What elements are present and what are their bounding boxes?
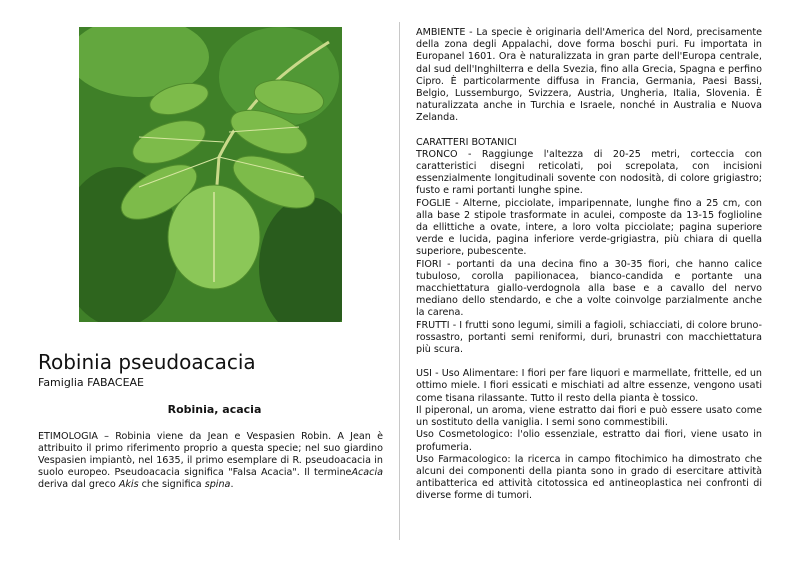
etimologia-paragraph: ETIMOLOGIA – Robinia viene da Jean e Vespasien Robin. A Jean è attribuito il primo riferimento proprio a questa specie; nel suo giardino Vespasien impiantò, nel 1635, il primo esemplare di R. pseudoacacia in suolo europeo. Pseudoacacia significa "Falsa Acacia". Il termineAcacia deriva dal greco Akis che significa spina. (38, 431, 383, 490)
family-name: Famiglia FABACEAE (38, 376, 144, 389)
fiori-paragraph: FIORI - portanti da una decina fino a 30-35 fiori, che hanno calice tubuloso, corolla papilionacea, bianco-candida e portante una macchiettatura giallo-verdognola alla base e a cavallo del nervo mediano dello stendardo, e che a volte coinvolge parzialmente anche la carena. (416, 258, 762, 319)
ambiente-paragraph: AMBIENTE - La specie è originaria dell'America del Nord, precisamente della zona degli Appalachi, dove forma boschi puri. Fu importata in Europanel 1601. Ora è naturalizzata in gran parte dell'Europa centrale, dal sud dell'Inghilterra e della Svezia, fino alla Grecia, Spagna e perfino Cipro. È particolarmente diffusa in Francia, Germania, Paesi Bassi, Belgio, Lussemburgo, Svizzera, Austria, Ungheria, Italia, Slovenia. È naturalizzata anche in Turchia e Israele, nonché in Australia e Nuova Zelanda. (416, 27, 762, 124)
tronco-paragraph: TRONCO - Raggiunge l'altezza di 20-25 metri, corteccia con caratteristici disegni reticolati, poi screpolata, con incisioni essenzialmente longitudinali sovente con nodosità, di colore grigiastro; fusto e rami portanti lunghe spine. (416, 148, 762, 197)
caratteri-heading: CARATTERI BOTANICI (416, 136, 517, 148)
usi-alimentare-paragraph: USI - Uso Alimentare: I fiori per fare liquori e marmellate, frittelle, ed un ottimo miele. I fiori essicati e mischiati ad altre essenze, vengono usati come tisana rilassante. Tutto il resto della pianta è tossico. (416, 368, 762, 404)
usi-farmacologico-paragraph: Uso Farmacologico: la ricerca in campo fitochimico ha dimostrato che alcuni dei componenti della pianta sono in grado di esercitare attività antibatterica ed attività citotossica ed antineoplastica nei confronti di diverse forme di tumori. (416, 453, 762, 502)
usi-cosmetologico-paragraph: Uso Cosmetologico: l'olio essenziale, estratto dai fiori, viene usato in profumeria. (416, 429, 762, 453)
species-title: Robinia pseudoacacia (38, 350, 256, 374)
frutti-paragraph: FRUTTI - I frutti sono legumi, simili a fagioli, schiacciati, di colore bruno-rossastro, portanti semi reniformi, duri, brunastri con macchiettatura più scura. (416, 319, 762, 356)
common-names: Robinia, acacia (167, 403, 262, 416)
right-column (416, 27, 762, 503)
leaf-photo (79, 27, 342, 322)
column-divider (399, 22, 400, 540)
foglie-paragraph: FOGLIE - Alterne, picciolate, imparipennate, lunghe fino a 25 cm, con alla base 2 stipole trasformate in aculei, composte da 13-15 foglioline da ellittiche a ovate, intere, a loro volta picciolate; pagina superiore verde e lucida, pagina inferiore verde-grigiastra, più chiara di quella superiore, pubescente. (416, 197, 762, 258)
usi-piperonal-paragraph: Il piperonal, un aroma, viene estratto dai fiori e può essere usato come un sostituto della vaniglia. I semi sono commestibili. (416, 404, 762, 429)
